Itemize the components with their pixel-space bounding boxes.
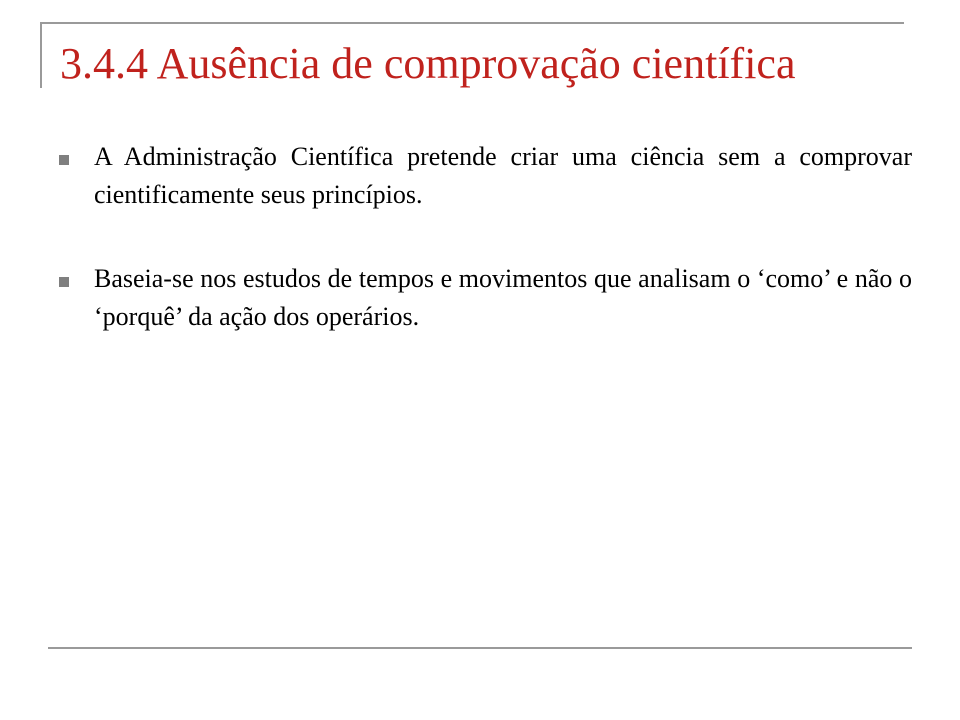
bullet-text: A Administração Científica pretende criar uma ciência sem a comprovar cientificamente seus princípios. [94, 142, 912, 209]
slide-title: 3.4.4 Ausência de comprovação científica [60, 39, 796, 88]
top-divider-line [40, 22, 904, 24]
bullet-list [56, 138, 912, 382]
square-bullet-icon [59, 155, 69, 165]
bullet-item [56, 260, 912, 336]
bottom-divider-line [48, 647, 912, 649]
bullet-item [56, 138, 912, 214]
bullet-text: Baseia-se nos estudos de tempos e movimentos que analisam o ‘como’ e não o ‘porquê’ da ação dos operários. [94, 264, 912, 331]
left-accent-line [40, 22, 42, 88]
square-bullet-icon [59, 277, 69, 287]
